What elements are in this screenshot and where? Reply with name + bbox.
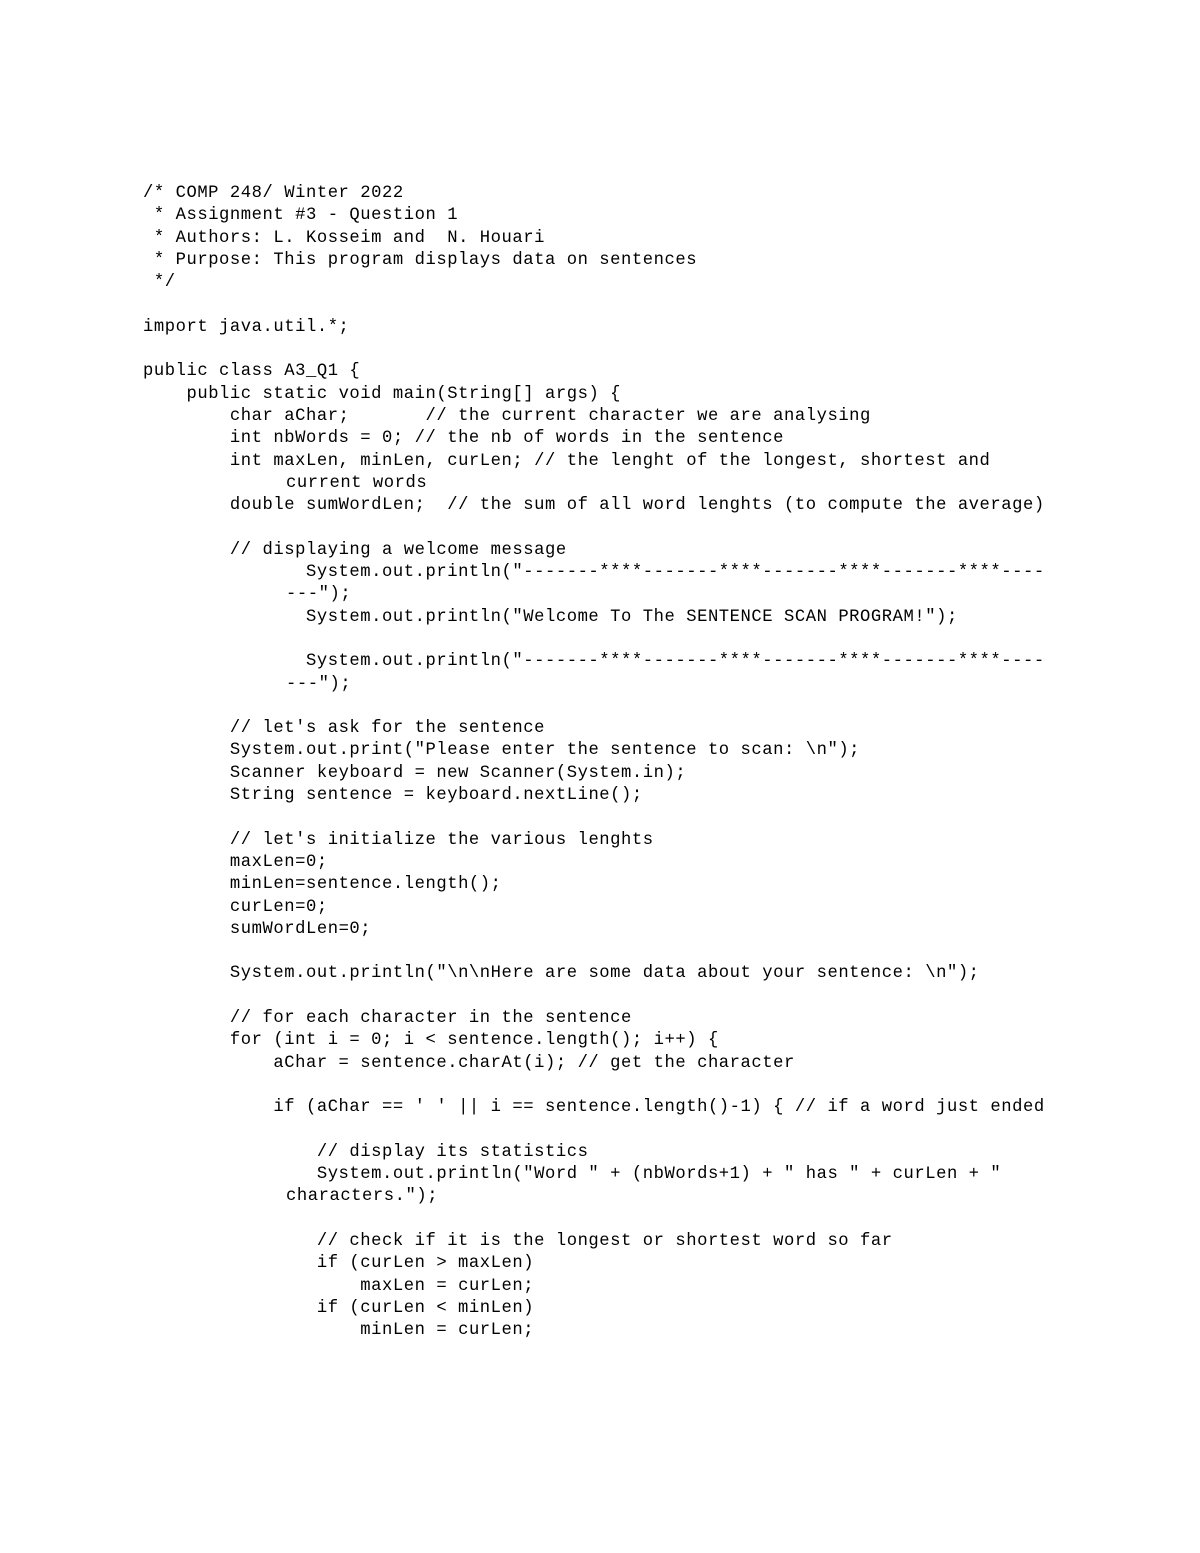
code-line: // let's initialize the various lenghts	[143, 830, 654, 850]
code-line: import java.util.*;	[143, 317, 350, 337]
code-line: System.out.println("\n\nHere are some data about your sentence: \n");	[143, 964, 980, 984]
code-line	[143, 294, 1053, 316]
code-line: System.out.println("-------****-------****-------****-------****-------");	[143, 563, 1045, 605]
code-line: if (curLen > maxLen)	[143, 1254, 535, 1274]
code-line: // displaying a welcome message	[143, 540, 567, 560]
code-line: /* COMP 248/ Winter 2022	[143, 184, 404, 203]
code-line	[143, 941, 1053, 963]
code-line: public class A3_Q1 {	[143, 362, 361, 382]
code-line: curLen=0;	[143, 897, 328, 917]
code-line: Scanner keyboard = new Scanner(System.in);	[143, 763, 687, 783]
code-line	[143, 696, 1053, 718]
code-line: // for each character in the sentence	[143, 1008, 632, 1028]
code-line: if (aChar == ' ' || i == sentence.length()-1) { // if a word just ended	[143, 1098, 1045, 1118]
code-line	[143, 339, 1053, 361]
code-line	[143, 1075, 1053, 1097]
code-line	[143, 1209, 1053, 1231]
code-line: maxLen = curLen;	[143, 1276, 535, 1296]
code-line	[143, 986, 1053, 1008]
code-line: * Assignment #3 - Question 1	[143, 206, 459, 226]
code-line: if (curLen < minLen)	[143, 1298, 535, 1318]
code-line: sumWordLen=0;	[143, 919, 372, 939]
code-line: // let's ask for the sentence	[143, 719, 545, 739]
code-line: System.out.println("-------****-------****-------****-------****-------");	[143, 652, 1045, 694]
code-line: * Authors: L. Kosseim and N. Houari	[143, 228, 545, 248]
code-line: double sumWordLen; // the sum of all word lenghts (to compute the average)	[143, 496, 1045, 516]
code-line: * Purpose: This program displays data on sentences	[143, 250, 698, 270]
code-line: maxLen=0;	[143, 852, 328, 872]
code-line: int maxLen, minLen, curLen; // the lenght of the longest, shortest and current words	[143, 451, 1002, 493]
code-line: char aChar; // the current character we are analysing	[143, 406, 871, 426]
code-line	[143, 1119, 1053, 1141]
code-line: String sentence = keyboard.nextLine();	[143, 786, 643, 806]
code-line: for (int i = 0; i < sentence.length(); i++) {	[143, 1031, 719, 1051]
code-line: minLen=sentence.length();	[143, 875, 502, 895]
code-line: aChar = sentence.charAt(i); // get the character	[143, 1053, 795, 1073]
code-line: System.out.println("Word " + (nbWords+1) + " has " + curLen + " characters.");	[143, 1165, 1013, 1207]
code-line: public static void main(String[] args) {	[143, 384, 622, 404]
code-line	[143, 517, 1053, 539]
code-line: */	[143, 273, 176, 293]
code-line: // check if it is the longest or shortest word so far	[143, 1231, 893, 1251]
code-line: System.out.println("Welcome To The SENTENCE SCAN PROGRAM!");	[143, 607, 958, 627]
code-listing	[143, 183, 1053, 1342]
code-line	[143, 629, 1053, 651]
code-line	[143, 807, 1053, 829]
code-line: int nbWords = 0; // the nb of words in the sentence	[143, 429, 784, 449]
code-line: minLen = curLen;	[143, 1321, 535, 1341]
code-line: // display its statistics	[143, 1142, 589, 1162]
code-line: System.out.print("Please enter the sentence to scan: \n");	[143, 741, 861, 761]
